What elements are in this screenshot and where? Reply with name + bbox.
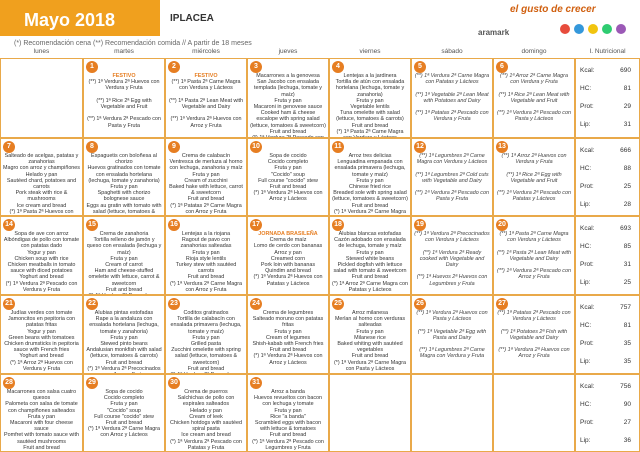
kids-illustration-icon — [556, 20, 634, 40]
menu-text: (**) 1ª Arroz 2ª Carne Magra con Verdura y Fruta (**) 1ª Rice 2ª Lean Meat with Vegetable and Fruit (**) 1ª Verdura 2ª Pescado con Pasta y Lácteos — [497, 73, 571, 123]
weekday-header — [0, 48, 640, 58]
nutrition-row-prot — [576, 103, 639, 115]
day-cell — [165, 216, 247, 295]
menu-text-block — [332, 73, 408, 138]
menu-text-block — [496, 231, 572, 281]
day-number: 7 — [3, 141, 15, 153]
nutrition-row-kcal — [576, 383, 639, 395]
day-number: 25 — [332, 298, 344, 310]
menu-text: (**) 1ª Patatas 2ª Pescado con Verdura y Lácteos (**) 1ª Potatoes 2ª Fish with Vegetable and Dairy (**) 1ª Verdura 2ª Huevos con Arroz y Fruta — [497, 310, 571, 360]
day-number: 18 — [332, 219, 344, 231]
nutrition-label: Kcal: — [580, 147, 595, 154]
menu-text-block — [414, 153, 490, 203]
day-cell — [329, 138, 411, 216]
day-number: 5 — [414, 61, 426, 73]
nutrition-label: HC: — [580, 401, 592, 408]
day-number: 1 — [86, 61, 98, 73]
menu-text-block — [168, 153, 244, 215]
day-number: 4 — [332, 61, 344, 73]
nutrition-label: Kcal: — [580, 383, 595, 390]
nutrition-label: Kcal: — [580, 67, 595, 74]
day-cell — [329, 295, 411, 374]
nutrition-value: 756 — [620, 383, 631, 390]
day-number: 15 — [86, 219, 98, 231]
menu-text: Crema de legumbres Salteado moruno con patatas fritas Fruta y pan Cream of legumes Shish-kabab with French fries Fruit and bread (*) 1ª Verdura 2ª Huevos con Arroz y Lácteos — [252, 310, 324, 366]
menu-text: Sopa de cocido Cocido completo Fruta y pan "Cocido" soup Full course "cocido" stew Fruit and bread (*) 1ª Verdura 2ª Huevos con Arroz y Lácteos — [253, 153, 323, 203]
day-number: 28 — [3, 377, 15, 389]
brand-logo — [470, 2, 638, 42]
nutrition-value: 36 — [623, 437, 631, 444]
day-cell — [493, 216, 575, 295]
day-number: 27 — [496, 298, 508, 310]
weekday-label: miércoles — [192, 48, 220, 55]
menu-text-block — [86, 231, 162, 295]
day-number: 29 — [86, 377, 98, 389]
menu-text-block — [3, 231, 80, 293]
nutrition-value: 29 — [623, 103, 631, 110]
menu-text: Salteado de acelgas, patatas y zanahorias Magro con arroz y champiñones Helado y pan Sautéed chard, potatoes and carrots Pork steak with rice & mushrooms Ice cream and bread (*) 1ª Pasta 2ª Huevos con — [3, 153, 81, 215]
nutrition-value: 31 — [623, 121, 631, 128]
menu-text-block — [86, 310, 162, 374]
day-cell — [411, 295, 493, 374]
menu-text: Lentejas a la riojana Ragout de pavo con zanahorias salteadas Fruta y pan Rioja style lentils Turkey stew with sautéed carrots Fruit and bread (*) 1ª Verdura 2ª Carne Magra con Arroz y Fruta — [169, 231, 242, 293]
day-cell — [83, 295, 165, 374]
day-cell — [493, 374, 575, 452]
day-number: 14 — [3, 219, 15, 231]
day-number: 24 — [250, 298, 262, 310]
menu-text-block — [3, 310, 80, 372]
menu-text: Macarrones a la genovesa San Jacobo con ensalada templada (lechuga, tomate y maíz) Fruta y pan Macaroni in genovese sauce Cooked ham & cheese escalope with spring salad (lettuce, tomatoes & sweetcorn) Fruit and bread — [250, 73, 326, 135]
menu-text-block — [496, 73, 572, 123]
menu-text-block — [250, 73, 326, 138]
nutrition-value: 85 — [623, 243, 631, 250]
nutrition-row-lip — [576, 201, 639, 213]
day-cell — [165, 58, 247, 138]
nutrition-label: Lip: — [580, 358, 591, 365]
menu-text-block — [414, 73, 490, 123]
nutrition-info-cell — [575, 295, 640, 374]
menu-text-block — [168, 310, 244, 374]
day-cell — [247, 216, 329, 295]
day-cell — [329, 216, 411, 295]
day-cell — [0, 216, 83, 295]
nutrition-row-prot — [576, 340, 639, 352]
menu-text-block — [332, 231, 408, 293]
nutrition-info-cell — [575, 374, 640, 452]
day-number: 19 — [414, 219, 426, 231]
day-number: 12 — [414, 141, 426, 153]
day-cell — [0, 295, 83, 374]
menu-text: (**) 1ª Legumbres 2ª Carne Magra con Verdura y Lácteos (**) 1ª Legumbres 2ª Cold cuts with Vegetable and Dairy (**) 1ª Verdura 2ª Pescado con Pasta y Fruta — [415, 153, 489, 203]
menu-text-block — [168, 73, 244, 129]
menu-text: (**) 1ª Pasta 2ª Carne Magra con Verdura y Lácteos (**) 1ª Pasta 2ª Lean Meat with Vegetable and Dairy (**) 1ª Verdura 2ª Pescado con Arroz y Fruta — [496, 231, 572, 281]
menu-text-block — [250, 231, 326, 287]
menu-text: Sopa de ave con arroz Albóndigas de pollo con tomate con patatas dado Yogur y pan Chicken soup with rice Chicken meatballs in tomato sauce with diced potatoes Yoghurt and bread (*) 1ª Verdura 2ª Pescado con Verdura y Fruta — [3, 231, 80, 293]
nutrition-value: 666 — [620, 147, 631, 154]
menu-text-block — [168, 231, 244, 293]
menu-text: Arroz tres delicias Lenguadina empanada con ensalada primavera (lechuga, tomate y maíz) Fruta y pan Chinese fried rice Breaded sole with spring salad (lettuce, tomatoes & sweetcorn) Fruit and bread (*) 1ª Verdura 2ª Carne Magra — [332, 153, 408, 215]
menu-text-block — [332, 153, 408, 216]
day-cell — [83, 216, 165, 295]
menu-text-block — [86, 73, 162, 129]
day-cell — [0, 374, 83, 452]
day-cell — [247, 374, 329, 452]
menu-text: Arroz a banda Huevos revueltos con bacon con lechuga y tomate Fruta y pan Rice "a banda" Scrambled eggs with bacon with lettuce & tomatoes Fruit and bread (*) 1ª Verdura 2ª Pescado con Legumbres y Fruta — [252, 389, 324, 451]
menu-text: Macarrones con salsa cuatro quesos Palometa con salsa de tomate con champiñones salteados Fruta y pan Macaroni with four cheese sauce Pomfret with tomato sauce with sautéed mushrooms Fruit and bread — [4, 389, 79, 451]
menu-text-block — [332, 310, 408, 372]
menu-text: Crema de calabacín Ventresca de merluza al horno con lechuga, zanahoria y maíz Fruta y pan Cream of zucchini Baked hake with lettuce, carrot & sweetcorn Fruit and bread (*) 1ª Patatas 2ª Carne Magra con Arroz y Fruta — [169, 153, 243, 215]
nutrition-label: Prot: — [580, 103, 594, 110]
nutrition-row-lip — [576, 279, 639, 291]
weekday-label: sábado — [441, 48, 463, 55]
nutrition-row-prot — [576, 183, 639, 195]
day-cell — [0, 138, 83, 216]
nutrition-value: 27 — [623, 419, 631, 426]
menu-text-block — [3, 389, 80, 452]
menu-text: Lentejas a la jardinera Tortilla de atún con ensalada hortelana (lechuga, tomate y zanahoria) Fruta y pan Vegetable lentils Tuna omelette with salad (lettuce, tomatoes & carrots) Fruit and bread (*) 1ª Pasta 2ª Carne Magra — [335, 73, 405, 135]
nutrition-row-kcal — [576, 304, 639, 316]
aramark-logo: aramark — [478, 28, 510, 37]
day-cell — [411, 216, 493, 295]
day-number: 17 — [250, 219, 262, 231]
nutrition-value: 690 — [620, 67, 631, 74]
brand-name: el gusto de crecer — [510, 4, 596, 15]
menu-text: (**) 1ª Verdura 2ª Precocinados con Verdura y Lácteos (**) 1ª Verdura 2ª Ready cooked with Vegetable and Dairy (**) 1ª Huevos 2ª Huevos con Legumbres y Fruta — [414, 231, 490, 287]
menu-text: (**) 1ª Pasta 2ª Carne Magra con Verdura y Lácteos (**) 1ª Pasta 2ª Lean Meat with Vegetable and Dairy (**) 1ª Verdura 2ª Huevos con Arroz y Fruta — [168, 79, 244, 129]
menu-text: Sopa de cocido Cocido completo Fruta y pan "Cocido" soup Full course "cocido" stew Fruit and bread (*) 1ª Verdura 2ª Carne Magra con Arroz y Lácteos — [87, 389, 160, 439]
day-number: 10 — [250, 141, 262, 153]
nutrition-value: 90 — [623, 401, 631, 408]
nutrition-label: Kcal: — [580, 225, 595, 232]
menu-text: Crema de puerros Salchichas de pollo con espirales salteados Helado y pan Cream of leek Chicken hotdogs with sautéed spiral pasta Ice cream and bread (*) 1ª Verdura 2ª Pescado con Patatas y Fruta — [170, 389, 242, 451]
menu-text-block — [414, 310, 490, 360]
menu-text: Judías verdes con tomate Jamoncitos en pepitoria con patatas fritas Yogur y pan Green beans with tomatoes Chicken drumsticks in pepitoria sauce with French fries Yoghurt and bread (*) 1ª Arroz 2ª Huevos con Verdura y Fruta — [4, 310, 79, 372]
day-number: 16 — [168, 219, 180, 231]
menu-text: Crema de maíz Lomo de cerdo con bananas Arroz y pan Creamed corn Pork loin with bananas Quindim and bread (*) 1ª Verdura 2ª Huevos con Patatas y Lácteos — [253, 237, 323, 287]
nutrition-label: Lip: — [580, 201, 591, 208]
nutrition-label: Lip: — [580, 437, 591, 444]
title-banner — [0, 0, 160, 36]
day-cell — [329, 58, 411, 138]
day-cell — [411, 138, 493, 216]
nutrition-value: 81 — [623, 85, 631, 92]
menu-text-block — [250, 310, 326, 366]
day-cell — [83, 138, 165, 216]
page-title: Mayo 2018 — [24, 10, 116, 30]
weekday-label: viernes — [359, 48, 381, 55]
legend-notes: (*) Recomendación cena (**) Recomendación comida // A partir de 18 meses — [14, 40, 252, 47]
nutrition-value: 757 — [620, 304, 631, 311]
day-number: 21 — [3, 298, 15, 310]
day-cell — [411, 374, 493, 452]
day-number: 31 — [250, 377, 262, 389]
day-cell — [411, 58, 493, 138]
menu-text: (**) 1ª Verdura 2ª Huevos con Verdura y Fruta (**) 1ª Rice 2ª Egg with Vegetable and Fruit (**) 1ª Verdura 2ª Pescado con Pasta y Fruta — [87, 79, 161, 129]
menu-text-block — [250, 389, 326, 451]
day-number: 6 — [496, 61, 508, 73]
weekday-label: martes — [114, 48, 134, 55]
weekday-label: lunes — [33, 48, 50, 55]
nutrition-info-cell — [575, 216, 640, 295]
nutrition-row-hc — [576, 165, 639, 177]
nutrition-value: 81 — [623, 322, 631, 329]
day-cell — [165, 295, 247, 374]
day-cell — [493, 58, 575, 138]
day-cell — [247, 58, 329, 138]
nutrition-row-hc — [576, 243, 639, 255]
day-cell — [247, 295, 329, 374]
day-cell — [493, 295, 575, 374]
menu-text: Coditos gratinados Tortilla de calabacín con ensalada primavera (lechuga, tomate y maíz) Fruta y pan Grilled pasta Zucchini omelette with spring salad (lettuce, tomatoes & sweetcorn) Fruit and bread — [170, 310, 242, 372]
day-number: 20 — [496, 219, 508, 231]
day-number: 3 — [250, 61, 262, 73]
day-cell — [493, 138, 575, 216]
day-number: 23 — [168, 298, 180, 310]
weekday-label: I. Nutricional — [589, 48, 626, 55]
nutrition-label: Prot: — [580, 183, 594, 190]
menu-text: (**) 1ª Verdura 2ª Carne Magra con Patatas y Lácteos (**) 1ª Vegetable 2ª Lean Meat with Potatoes and Dairy (**) 1ª Patatas 2ª Pescado con Verdura y Fruta — [414, 73, 490, 123]
nutrition-label: Prot: — [580, 261, 594, 268]
day-number: 8 — [86, 141, 98, 153]
school-name: IPLACEA — [170, 13, 214, 24]
nutrition-label: HC: — [580, 243, 592, 250]
nutrition-value: 35 — [623, 358, 631, 365]
nutrition-label: Prot: — [580, 340, 594, 347]
day-cell — [83, 374, 165, 452]
menu-text-block — [496, 310, 572, 360]
nutrition-label: Prot: — [580, 419, 594, 426]
nutrition-row-kcal — [576, 67, 639, 79]
nutrition-value: 25 — [623, 183, 631, 190]
menu-text-block — [250, 153, 326, 203]
nutrition-label: HC: — [580, 165, 592, 172]
day-number: 2 — [168, 61, 180, 73]
nutrition-info-cell — [575, 58, 640, 138]
menu-text-block — [168, 389, 244, 451]
special-day-label: FESTIVO — [112, 73, 136, 79]
special-day-label: JORNADA BRASILEÑA — [258, 231, 318, 237]
day-cell — [0, 58, 83, 138]
nutrition-label: Kcal: — [580, 304, 595, 311]
nutrition-value: 88 — [623, 165, 631, 172]
day-number: 26 — [414, 298, 426, 310]
page-header — [0, 0, 640, 50]
nutrition-row-lip — [576, 437, 639, 449]
weekday-label: jueves — [278, 48, 298, 55]
nutrition-row-kcal — [576, 147, 639, 159]
menu-text: Alubias blancas estofadas Cazón adobado con ensalada de lechuga, tomate y maíz Fruta y pan Stewed white beans Pickled dogfish with lettuce salad with tomato & sweetcorn Fruit and bread (*) 1ª Arroz 2ª Carne Magra con Patatas y Lácteos — [332, 231, 408, 293]
menu-text: (**) 1ª Arroz 2ª Huevos con Verdura y Fruta (**) 1ª Rice 2ª Egg with Vegetable and Fruit (**) 1ª Verdura 2ª Pescado con Patatas y Lácteos — [497, 153, 571, 203]
menu-text: Crema de zanahoria Tortilla relleno de jamón y queso con ensalada (lechuga y maíz) Fruta y pan Cream of carrot Ham and cheese-stuffed omelette with lettuce, carrot & sweetcorn Fruit and bread — [86, 231, 162, 293]
nutrition-row-prot — [576, 261, 639, 273]
day-number: 9 — [168, 141, 180, 153]
day-cell — [247, 138, 329, 216]
nutrition-info-cell — [575, 138, 640, 216]
day-cell — [83, 58, 165, 138]
nutrition-row-hc — [576, 322, 639, 334]
nutrition-label: Lip: — [580, 279, 591, 286]
nutrition-value: 25 — [623, 279, 631, 286]
menu-text: Espaguetis con boloñesa al chorizo Huevos gratinados con tomate con ensalada hortelana (lechuga, tomate y zanahoria) Fruta y pan Spaghetti with chorizo bolognese sauce Eggs au gratin with tomato with salad (lettuce, tomatoes & — [86, 153, 162, 215]
day-cell — [329, 374, 411, 452]
nutrition-row-hc — [576, 85, 639, 97]
day-number: 13 — [496, 141, 508, 153]
nutrition-value: 28 — [623, 201, 631, 208]
menu-calendar — [0, 58, 640, 452]
nutrition-value: 31 — [623, 261, 631, 268]
nutrition-label: HC: — [580, 322, 592, 329]
nutrition-row-lip — [576, 358, 639, 370]
nutrition-value: 693 — [620, 225, 631, 232]
menu-text-block — [414, 231, 490, 287]
menu-text-block — [496, 153, 572, 203]
special-day-label: FESTIVO — [194, 73, 218, 79]
nutrition-row-lip — [576, 121, 639, 133]
nutrition-label: HC: — [580, 85, 592, 92]
day-cell — [165, 374, 247, 452]
menu-text-block — [3, 153, 80, 216]
menu-text: Alubias pintas estofadas Rape a la andaluza con ensalada hortelana (lechuga, tomate y zanahoria) Fruta y pan Stewed pinto beans Andalusian monkfish with salad (lettuce, tomatoes & carrots) Fruit and bread (*) 1ª Verdura 2ª Precocinados — [86, 310, 162, 372]
menu-text: (**) 1ª Verdura 2ª Huevos con Pasta y Lácteos (**) 1ª Vegetable 2ª Egg with Pasta and Dairy (**) 1ª Legumbres 2ª Carne Magra con Verdura y Fruta — [416, 310, 488, 360]
nutrition-row-kcal — [576, 225, 639, 237]
nutrition-row-prot — [576, 419, 639, 431]
nutrition-value: 35 — [623, 340, 631, 347]
nutrition-row-hc — [576, 401, 639, 413]
day-number: 30 — [168, 377, 180, 389]
day-number: 22 — [86, 298, 98, 310]
menu-text-block — [86, 153, 162, 216]
day-cell — [165, 138, 247, 216]
menu-text: Arroz milanesa Merlan al horno con verduras salteadas Fruta y pan Milanese rice Baked whiting with sautéed vegetables Fruit and bread (*) 1ª Verdura 2ª Carne Magra con Pasta y Lácteos — [333, 310, 406, 372]
menu-text-block — [86, 389, 162, 439]
weekday-label: domingo — [521, 48, 547, 55]
nutrition-label: Lip: — [580, 121, 591, 128]
day-number: 11 — [332, 141, 344, 153]
